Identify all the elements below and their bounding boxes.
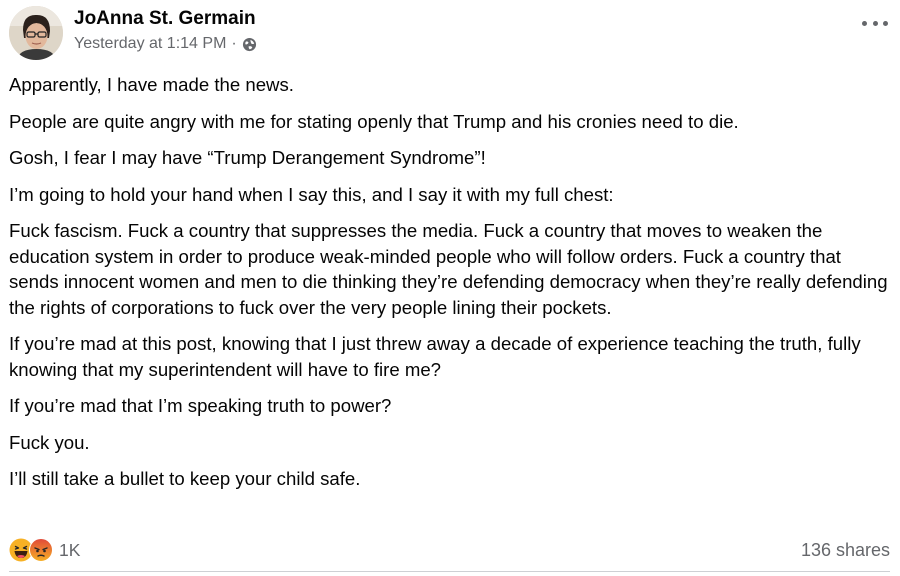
post-paragraph: Fuck fascism. Fuck a country that suppresses the media. Fuck a country that moves to weaken the education system in order to produce weak-minded people who will follow orders. Fuck a country that sends innocent women and men to die thinking they’re defending democracy when they’re really defending the rights of corporations to fuck over the very people lining their pockets.: [9, 220, 888, 318]
post-paragraph: Fuck you.: [9, 431, 90, 453]
shares-count[interactable]: 136 shares: [800, 539, 890, 560]
more-options-icon[interactable]: [862, 16, 888, 30]
globe-icon[interactable]: [242, 37, 257, 52]
reactions-summary[interactable]: [9, 538, 80, 562]
footer-divider: [9, 571, 890, 572]
post-paragraph: Apparently, I have made the news.: [9, 74, 294, 95]
meta-separator: ·: [231, 35, 237, 52]
post-paragraph: Gosh, I fear I may have “Trump Derangement Syndrome”!: [9, 147, 486, 168]
post-paragraph: I’ll still take a bullet to keep your child safe.: [9, 468, 361, 489]
post-paragraph: People are quite angry with me for stating openly that Trump and his cronies need to die.: [9, 110, 739, 132]
post-paragraph: I’m going to hold your hand when I say this, and I say it with my full chest:: [9, 183, 614, 205]
post-header: [9, 6, 888, 62]
post-paragraph: If you’re mad that I’m speaking truth to power?: [9, 395, 392, 416]
angry-icon: [29, 538, 53, 562]
post-body: [9, 72, 894, 503]
post-footer: [9, 536, 890, 564]
author-name[interactable]: JoAnna St. Germain: [74, 8, 256, 29]
reaction-count: 1K: [59, 539, 81, 560]
post-timestamp[interactable]: Yesterday at 1:14 PM: [74, 35, 227, 52]
post-meta: [74, 35, 257, 53]
post-paragraph: If you’re mad at this post, knowing that I just threw away a decade of experience teaching the truth, fully knowing that my superintendent will have to fire me?: [9, 333, 861, 380]
avatar[interactable]: [9, 6, 63, 60]
